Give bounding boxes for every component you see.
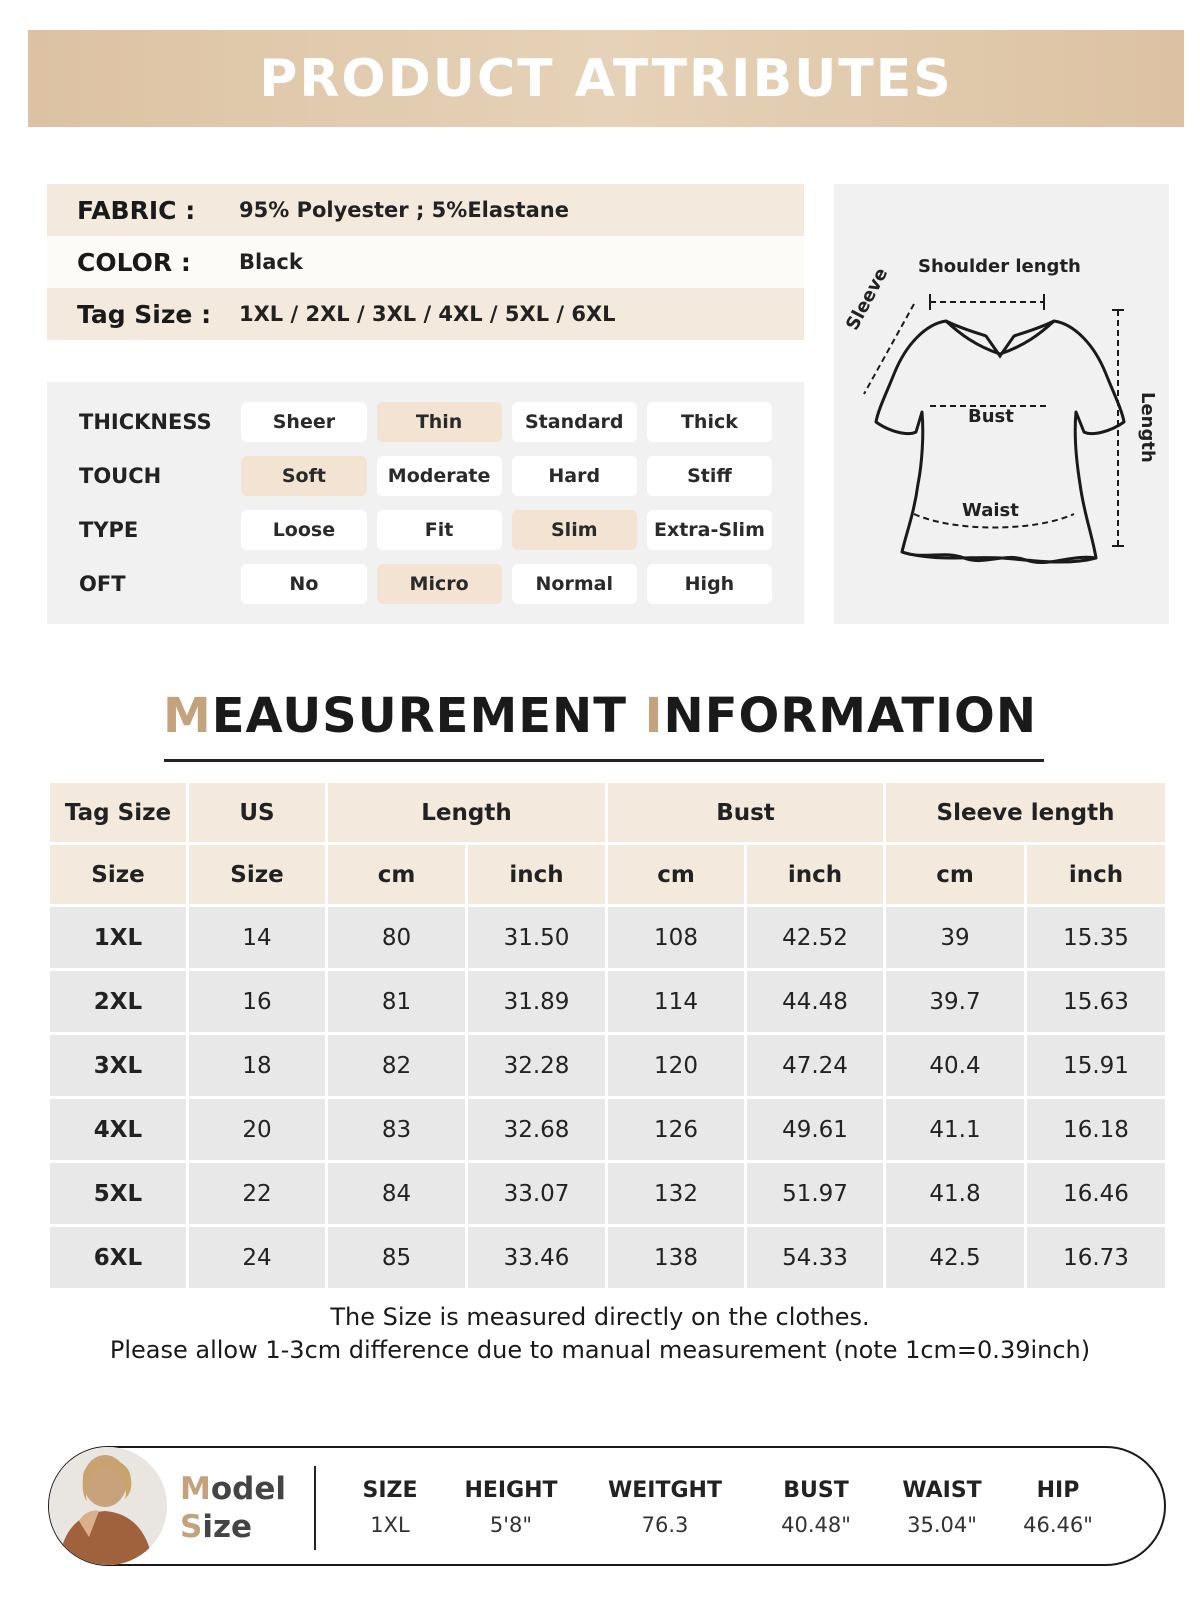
table-cell: 31.50 [467,906,607,970]
column-subheader: Size [49,844,188,906]
model-stat-height: HEIGHT 5'8" [464,1478,558,1537]
quality-panel [47,382,804,624]
column-subheader: inch [1026,844,1167,906]
column-subheader: Size [188,844,327,906]
table-cell: 44.48 [746,970,885,1034]
quality-row-type [79,510,782,550]
table-cell: 126 [607,1098,746,1162]
quality-label: OFT [79,572,126,596]
table-cell: 47.24 [746,1034,885,1098]
banner-title: PRODUCT ATTRIBUTES [259,48,953,109]
table-cell: 15.91 [1026,1034,1167,1098]
table-cell: 22 [188,1162,327,1226]
attribute-row-color [47,236,804,288]
column-header: Length [327,782,607,844]
table-cell: 5XL [49,1162,188,1226]
divider [314,1466,316,1550]
attribute-row-tag-size [47,288,804,340]
table-cell: 39.7 [885,970,1026,1034]
column-header: Tag Size [49,782,188,844]
measurement-title: MEAUSUREMENT INFORMATION [162,688,1038,744]
model-size-label: Model Size [180,1471,286,1545]
option-pill: Extra-Slim [647,510,772,550]
table-cell: 108 [607,906,746,970]
table-cell: 42.52 [746,906,885,970]
table-cell: 31.89 [467,970,607,1034]
size-table [47,780,1168,1291]
size-chart [47,780,1165,1291]
table-cell: 15.63 [1026,970,1167,1034]
table-cell: 84 [327,1162,467,1226]
table-cell: 85 [327,1226,467,1290]
measurement-note-2: Please allow 1-3cm difference due to manual measurement (note 1cm=0.39inch) [109,1336,1091,1364]
attribute-label: COLOR : [77,247,191,277]
table-cell: 132 [607,1162,746,1226]
option-pill: High [647,564,772,604]
table-cell: 16.18 [1026,1098,1167,1162]
model-stat-waist: WAIST 35.04" [902,1478,982,1537]
option-pill-selected: Thin [377,402,502,442]
table-cell: 49.61 [746,1098,885,1162]
attribute-value: Black [239,250,303,274]
table-cell: 54.33 [746,1226,885,1290]
table-cell: 33.07 [467,1162,607,1226]
model-size-card [48,1446,1166,1566]
table-row [49,970,1167,1034]
attribute-label: Tag Size : [77,299,212,329]
table-cell: 80 [327,906,467,970]
table-header-row [49,782,1167,844]
diagram-label-sleeve: Sleeve [842,264,893,334]
table-cell: 82 [327,1034,467,1098]
header-banner [28,30,1184,127]
option-pill: Fit [377,510,502,550]
table-cell: 40.4 [885,1034,1026,1098]
option-pill: Thick [647,402,772,442]
column-header: US [188,782,327,844]
diagram-label-length: Length [1137,392,1158,463]
model-avatar [49,1447,167,1565]
attribute-value: 95% Polyester ; 5%Elastane [239,198,569,222]
column-subheader: cm [885,844,1026,906]
option-pill: Stiff [647,456,772,496]
option-pill: Loose [241,510,366,550]
table-cell: 42.5 [885,1226,1026,1290]
column-subheader: inch [746,844,885,906]
table-cell: 39 [885,906,1026,970]
quality-row-touch [79,456,782,496]
attribute-value: 1XL / 2XL / 3XL / 4XL / 5XL / 6XL [239,302,616,326]
diagram-label-waist: Waist [962,500,1019,521]
attribute-row-fabric [47,184,804,236]
table-cell: 16.46 [1026,1162,1167,1226]
quality-label: TOUCH [79,464,162,488]
table-cell: 32.68 [467,1098,607,1162]
table-cell: 3XL [49,1034,188,1098]
quality-label: TYPE [79,518,139,542]
table-subheader-row [49,844,1167,906]
table-cell: 138 [607,1226,746,1290]
t-shirt-outline-icon [834,184,1169,624]
quality-row-thickness [79,402,782,442]
column-subheader: inch [467,844,607,906]
option-pill: Moderate [377,456,502,496]
table-cell: 16 [188,970,327,1034]
table-row [49,906,1167,970]
column-subheader: cm [607,844,746,906]
table-row [49,1162,1167,1226]
table-row [49,1226,1167,1290]
table-cell: 41.8 [885,1162,1026,1226]
column-header: Sleeve length [885,782,1167,844]
model-stat-size: SIZE 1XL [362,1478,418,1537]
table-cell: 32.28 [467,1034,607,1098]
quality-label: THICKNESS [79,410,212,434]
diagram-label-shoulder: Shoulder length [918,256,1081,277]
table-cell: 33.46 [467,1226,607,1290]
option-pill: Normal [512,564,637,604]
table-cell: 83 [327,1098,467,1162]
option-pill: Standard [512,402,637,442]
table-row [49,1034,1167,1098]
table-cell: 15.35 [1026,906,1167,970]
table-cell: 16.73 [1026,1226,1167,1290]
table-cell: 1XL [49,906,188,970]
option-pill: No [241,564,366,604]
model-photo-icon [49,1447,167,1565]
table-cell: 41.1 [885,1098,1026,1162]
table-cell: 18 [188,1034,327,1098]
table-cell: 81 [327,970,467,1034]
option-pill-selected: Micro [377,564,502,604]
model-stat-hip: HIP 46.46" [1023,1478,1093,1537]
model-stat-weight: WEITGHT 76.3 [608,1478,722,1537]
diagram-label-bust: Bust [968,406,1014,427]
table-cell: 14 [188,906,327,970]
table-cell: 114 [607,970,746,1034]
table-cell: 4XL [49,1098,188,1162]
table-cell: 120 [607,1034,746,1098]
column-header: Bust [607,782,885,844]
table-row [49,1098,1167,1162]
option-pill-selected: Slim [512,510,637,550]
table-cell: 6XL [49,1226,188,1290]
quality-row-oft [79,564,782,604]
table-cell: 2XL [49,970,188,1034]
garment-diagram [834,184,1169,624]
attribute-label: FABRIC : [77,195,196,225]
model-stat-bust: BUST 40.48" [781,1478,851,1537]
attribute-list [47,184,804,340]
measurement-note-1: The Size is measured directly on the clothes. [330,1303,870,1331]
title-underline [164,759,1044,762]
table-cell: 51.97 [746,1162,885,1226]
column-subheader: cm [327,844,467,906]
table-cell: 20 [188,1098,327,1162]
option-pill: Hard [512,456,637,496]
option-pill: Sheer [241,402,366,442]
table-cell: 24 [188,1226,327,1290]
option-pill-selected: Soft [241,456,366,496]
